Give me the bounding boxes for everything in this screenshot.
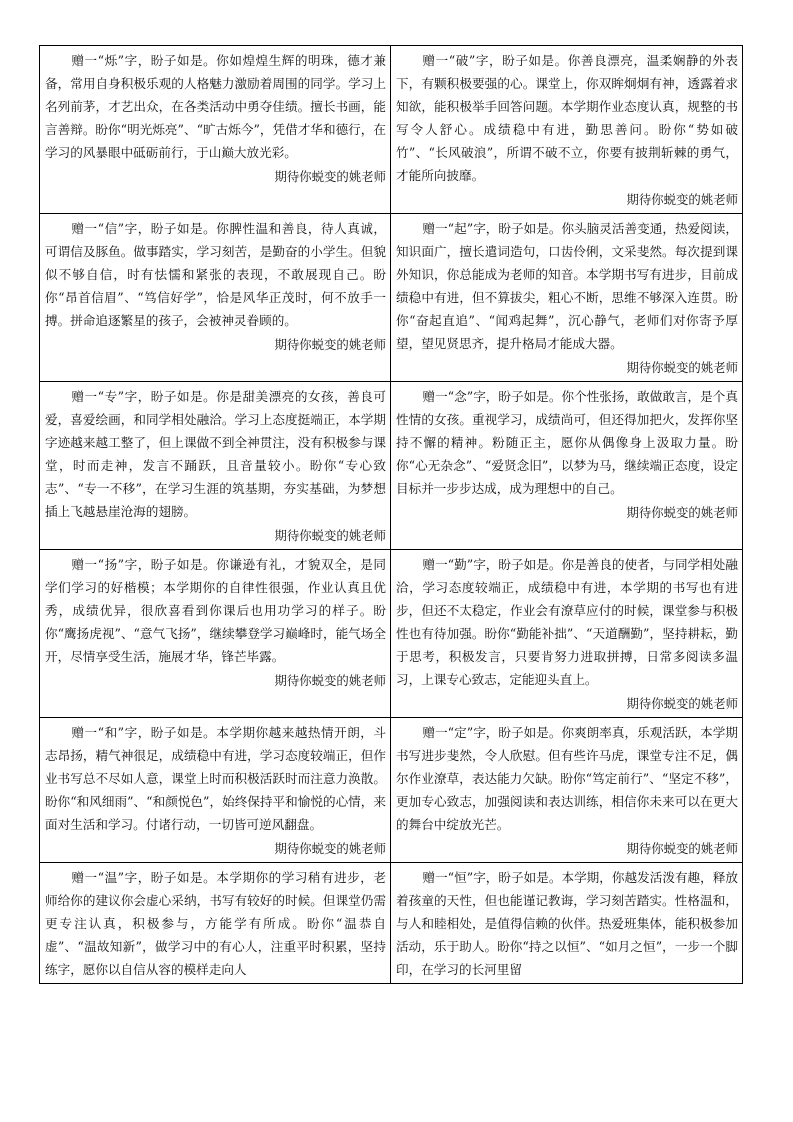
- comment-cell-heng: [391, 863, 743, 984]
- comment-text: 赠一“勤”字，盼子如是。你是善良的使者，与同学相处融洽，学习态度较端正，成绩稳中有进，本学期的书写也有进步，但还不太稳定，作业会有潦草应付的时候，课堂参与积极性也有待加强。盼你“勤能补拙”、“天道酬勤”，坚持耕耘，勤于思考，积极发言，只要肯努力进取拼搏，日常多阅读多温习，上课专心致志，定能迎头直上。: [396, 557, 738, 687]
- comment-cell-shuo: [40, 46, 391, 214]
- comment-text: 赠一“专”字，盼子如是。你是甜美漂亮的女孩，善良可爱，喜爱绘画，和同学相处融洽。学习上态度挺端正，本学期字迹越来越工整了，但上课做不到全神贯注，没有积极参与课堂，时而走神，发言不踊跃，且音量较小。盼你“专心致志”、“专一不移”，在学习生涯的筑基期，夯实基础，为梦想插上飞越悬崖沧海的翅膀。: [45, 389, 386, 519]
- comment-text: 赠一“信”字，盼子如是。你脾性温和善良，待人真诚，可谓信及豚鱼。做事踏实，学习刻苦，是勤奋的小学生。但貌似不够自信，时有怯懦和紧张的表现，不敢展现自己。盼你“昂首信眉”、“笃信好学”，恰是风华正茂时，何不放手一搏。拼命追逐繁星的孩子，会被神灵眷顾的。: [45, 221, 386, 328]
- comment-text: 赠一“恒”字，盼子如是。本学期，你越发活泼有趣，释放着孩童的天性，但也能谨记教诲，学习刻苦踏实。性格温和，与人和睦相处，是值得信赖的伙伴。热爱班集体，能积极参加活动，乐于助人。盼你“持之以恒”、“如月之恒”，一步一个脚印，在学习的长河里留: [396, 870, 738, 977]
- comment-text: 赠一“温”字，盼子如是。本学期你的学习稍有进步，老师给你的建议你会虚心采纳，书写有较好的时候。但课堂仍需更专注认真，积极参与，方能学有所成。盼你“温恭自虚”、“温故知新”，做学习中的有心人，注重平时积累，坚持练字，愿你以自信从容的模样走向人: [45, 870, 386, 977]
- table-row: [40, 46, 743, 214]
- comment-cell-yang: [40, 550, 391, 718]
- comment-text: 赠一“破”字，盼子如是。你善良漂亮，温柔娴静的外表下，有颗积极要强的心。课堂上，你双眸炯炯有神，透露着求知欲，能积极举手回答问题。本学期作业态度认真，规整的书写令人舒心。成绩稳中有进，勤思善问。盼你“势如破竹”、“长风破浪”，所谓不破不立，你要有披荆斩棘的勇气，才能所向披靡。: [396, 53, 738, 183]
- table-row: [40, 550, 743, 718]
- comment-text: 赠一“烁”字，盼子如是。你如煌煌生辉的明珠，德才兼备，常用自身积极乐观的人格魅力激励着周围的同学。学习上名列前茅，才艺出众，在各类活动中勇夺佳绩。擅长书画，能言善辩。盼你“明光烁亮”、“旷古烁今”，凭借才华和德行，在学习的风暴眼中砥砺前行，于山巅大放光彩。: [45, 53, 386, 160]
- teacher-signature: 期待你蜕变的姚老师: [626, 505, 738, 520]
- comment-cell-qi: [391, 214, 743, 382]
- teacher-signature: 期待你蜕变的姚老师: [626, 696, 738, 711]
- comment-text: 赠一“和”字，盼子如是。本学期你越来越热情开朗，斗志昂扬，精气神很足，成绩稳中有进，学习态度较端正，但作业书写总不尽如人意，课堂上时而积极活跃时而注意力涣散。盼你“和风细雨”、“和颜悦色”，始终保持平和愉悦的心情，来面对生活和学习。付诸行动，一切皆可逆风翻盘。: [45, 725, 386, 832]
- table-row: [40, 718, 743, 863]
- teacher-signature: 期待你蜕变的姚老师: [626, 841, 738, 856]
- comment-cell-xin: [40, 214, 391, 382]
- comment-text: 赠一“念”字，盼子如是。你个性张扬，敢做敢言，是个真性情的女孩。重视学习，成绩尚可，但还得加把火，发挥你坚持不懈的精神。粉随正主，愿你从偶像身上汲取力量。盼你“心无杂念”、“爱贤念旧”，以梦为马，继续端正态度，设定目标并一步步达成，成为理想中的自己。: [396, 389, 738, 496]
- comment-cell-qin: [391, 550, 743, 718]
- teacher-signature: 期待你蜕变的姚老师: [274, 337, 386, 352]
- teacher-signature: 期待你蜕变的姚老师: [274, 841, 386, 856]
- comment-cell-he: [40, 718, 391, 863]
- table-row: [40, 214, 743, 382]
- table-row: [40, 382, 743, 550]
- comment-cell-wen: [40, 863, 391, 984]
- comment-text: 赠一“起”字，盼子如是。你头脑灵活善变通，热爱阅读，知识面广，擅长遣词造句，口齿伶俐，文采斐然。每次提到课外知识，你总能成为老师的知音。本学期书写有进步，目前成绩稳中有进，但不算拔尖，粗心不断，思维不够深入连贯。盼你“奋起直追”、“闻鸡起舞”，沉心静气，老师们对你寄予厚望，望见贤思齐，提升格局才能成大器。: [396, 221, 738, 351]
- teacher-signature: 期待你蜕变的姚老师: [274, 169, 386, 184]
- teacher-signature: 期待你蜕变的姚老师: [626, 360, 738, 375]
- comment-cell-zhuan: [40, 382, 391, 550]
- comment-text: 赠一“定”字，盼子如是。你爽朗率真，乐观活跃，本学期书写进步斐然，令人欣慰。但有些许马虎，课堂专注不足，偶尔作业潦草，表达能力欠缺。盼你“笃定前行”、“坚定不移”，更加专心致志，加强阅读和表达训练，相信你未来可以在更大的舞台中绽放光芒。: [396, 725, 738, 832]
- table-row: [40, 863, 743, 984]
- teacher-signature: 期待你蜕变的姚老师: [274, 528, 386, 543]
- comments-table: [39, 45, 743, 984]
- teacher-signature: 期待你蜕变的姚老师: [274, 673, 386, 688]
- comment-text: 赠一“扬”字，盼子如是。你谦逊有礼，才貌双全，是同学们学习的好楷模；本学期你的自律性很强，作业认真且优秀，成绩优异，很欣喜看到你课后也用功学习的样子。盼你“鹰扬虎视”、“意气飞扬”，继续攀登学习巅峰时，能气场全开，尽情享受生活，施展才华，锋芒毕露。: [45, 557, 386, 664]
- comment-cell-ding: [391, 718, 743, 863]
- teacher-signature: 期待你蜕变的姚老师: [626, 192, 738, 207]
- comment-cell-po: [391, 46, 743, 214]
- comment-cell-nian: [391, 382, 743, 550]
